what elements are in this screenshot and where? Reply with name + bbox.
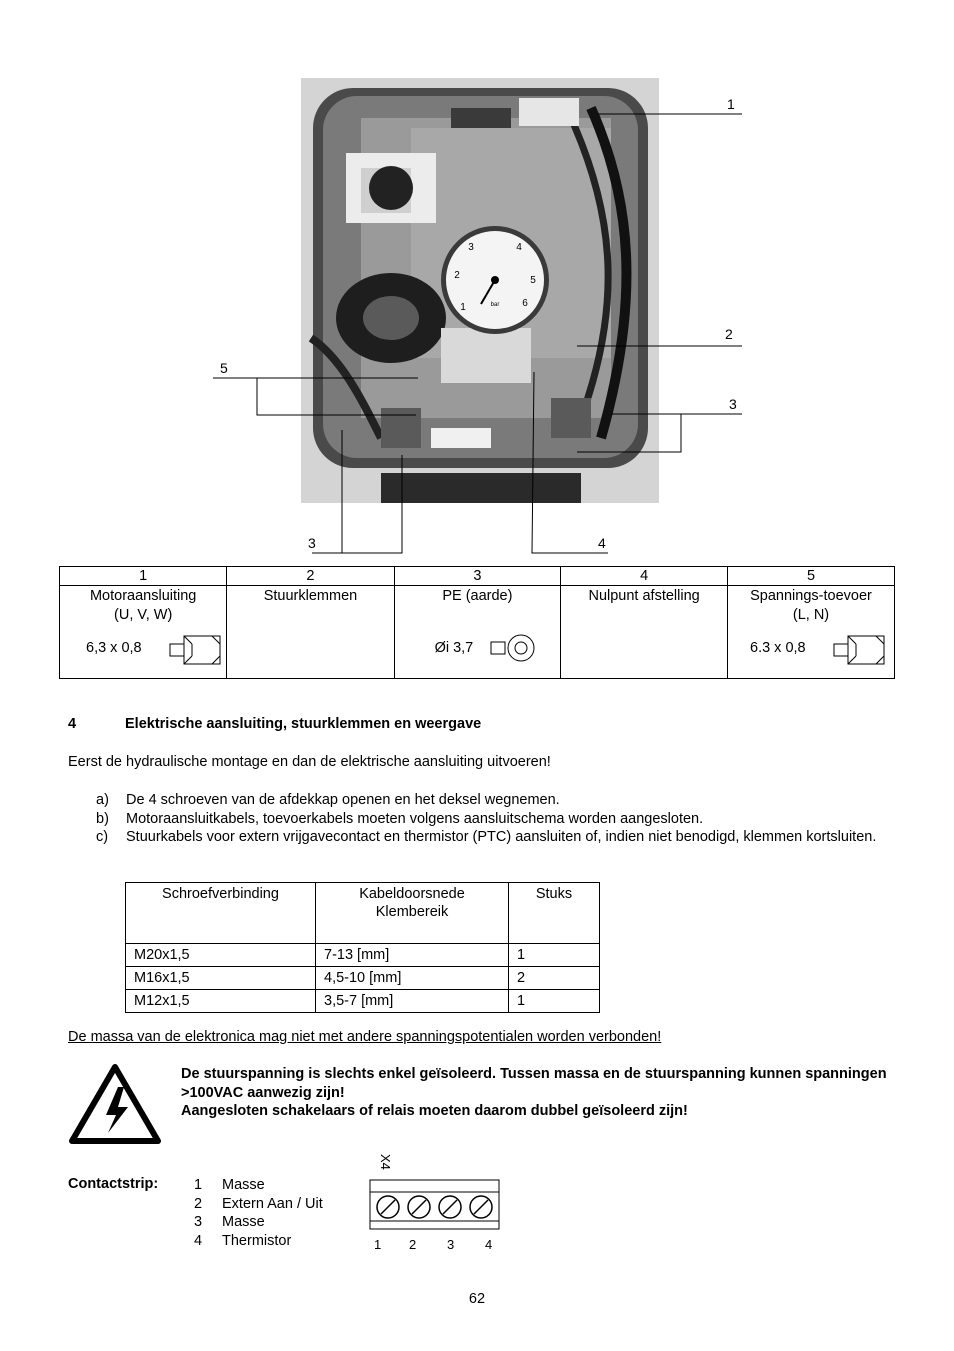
terminal-number: 2 bbox=[409, 1237, 417, 1252]
list-item bbox=[96, 828, 896, 847]
gauge-tick-1: 1 bbox=[460, 302, 466, 313]
table-cell: 2 bbox=[509, 967, 600, 990]
list-item bbox=[96, 810, 896, 829]
flat-connector-icon bbox=[168, 634, 224, 668]
callout-3-right: 3 bbox=[729, 396, 737, 412]
legend-cell-line: Stuurklemmen bbox=[263, 588, 358, 604]
list-item bbox=[194, 1232, 323, 1251]
terminal-label: X4 bbox=[378, 1154, 393, 1170]
contact-label: Thermistor bbox=[222, 1232, 292, 1249]
list-item-text: Motoraansluitkabels, toevoerkabels moeten volgens aansluitschema worden aangesloten. bbox=[126, 810, 704, 827]
legend-cell-line: Nulpunt afstelling bbox=[588, 588, 700, 604]
callout-1: 1 bbox=[727, 96, 735, 112]
legend-header: 3 bbox=[394, 567, 561, 586]
steps-list bbox=[96, 791, 896, 847]
table-cell: 4,5-10 [mm] bbox=[316, 967, 509, 990]
terminal-block bbox=[369, 1179, 501, 1231]
section-number: 4 bbox=[68, 716, 77, 732]
gauge-tick-5: 5 bbox=[530, 275, 536, 286]
table-row bbox=[126, 967, 600, 990]
table-cell: M16x1,5 bbox=[126, 967, 316, 990]
warning-line: De stuurspanning is slechts enkel geïsoleerd. Tussen massa en de stuurspanning kunnen spanningen >100VAC aanwezig zijn! bbox=[181, 1066, 887, 1101]
warning-text bbox=[181, 1065, 901, 1121]
legend-header: 1 bbox=[60, 567, 227, 586]
mass-note: De massa van de elektronica mag niet met andere spanningspotentialen worden verbonden! bbox=[68, 1029, 662, 1045]
screw-table bbox=[125, 882, 600, 1013]
gauge-tick-3: 3 bbox=[468, 242, 474, 253]
legend-cell-line: Motoraansluiting bbox=[89, 588, 197, 604]
callout-5: 5 bbox=[220, 360, 228, 376]
legend-header: 2 bbox=[227, 567, 394, 586]
legend-size: Øi 3,7 bbox=[434, 640, 474, 656]
table-row bbox=[126, 990, 600, 1013]
contact-number: 4 bbox=[194, 1232, 203, 1249]
gauge-tick-4: 4 bbox=[516, 242, 522, 253]
legend-cell-supply bbox=[728, 586, 895, 679]
terminal-number: 1 bbox=[374, 1237, 382, 1252]
list-item bbox=[194, 1176, 323, 1195]
legend-size: 6,3 x 0,8 bbox=[86, 640, 142, 656]
warning-line: Aangesloten schakelaars of relais moeten daarom dubbel geïsoleerd zijn! bbox=[181, 1103, 688, 1119]
legend-cell-line: PE (aarde) bbox=[442, 588, 513, 604]
table-cell: 3,5-7 [mm] bbox=[316, 990, 509, 1013]
table-cell: 1 bbox=[509, 944, 600, 967]
list-item-text: De 4 schroeven van de afdekkap openen en het deksel wegnemen. bbox=[126, 792, 560, 808]
section-title: Elektrische aansluiting, stuurklemmen en weergave bbox=[125, 716, 482, 732]
gauge-tick-2: 2 bbox=[454, 270, 460, 281]
legend-cell-line: Spannings-toevoer bbox=[750, 588, 872, 604]
legend-cell-pe bbox=[394, 586, 561, 679]
legend-cell-line: (L, N) bbox=[792, 607, 830, 623]
legend-cell-motor bbox=[60, 586, 227, 679]
table-row bbox=[126, 944, 600, 967]
legend-header: 5 bbox=[728, 567, 895, 586]
contactstrip-list bbox=[194, 1176, 323, 1250]
callout-3-bottom: 3 bbox=[308, 535, 316, 551]
flat-connector-icon bbox=[832, 634, 888, 668]
callout-2: 2 bbox=[725, 326, 733, 342]
gauge-tick-6: 6 bbox=[522, 298, 528, 309]
legend-cell-zero bbox=[561, 586, 728, 679]
legend-cell-line: (U, V, W) bbox=[114, 607, 173, 623]
gauge-unit: bar bbox=[490, 302, 500, 308]
table-header: Kabeldoorsnede Klembereik bbox=[316, 883, 509, 944]
contact-number: 3 bbox=[194, 1214, 203, 1230]
table-cell: 7-13 [mm] bbox=[316, 944, 509, 967]
list-item bbox=[96, 791, 896, 810]
list-item-label: a) bbox=[96, 792, 109, 808]
list-item-text: Stuurkabels voor extern vrijgavecontact en thermistor (PTC) aansluiten of, indien niet benodigd, klemmen kortsluiten. bbox=[126, 829, 877, 845]
terminal-number: 4 bbox=[485, 1237, 493, 1252]
table-cell: 1 bbox=[509, 990, 600, 1013]
callout-4: 4 bbox=[598, 535, 606, 551]
contact-number: 1 bbox=[194, 1177, 203, 1193]
section-heading bbox=[68, 716, 481, 732]
contactstrip-title: Contactstrip: bbox=[68, 1176, 159, 1192]
legend-size: 6.3 x 0,8 bbox=[750, 640, 806, 656]
list-item bbox=[194, 1213, 323, 1232]
table-cell: M12x1,5 bbox=[126, 990, 316, 1013]
contact-label: Extern Aan / Uit bbox=[222, 1195, 323, 1212]
list-item bbox=[194, 1195, 323, 1214]
callout-lines bbox=[0, 0, 954, 600]
high-voltage-warning-icon bbox=[68, 1063, 162, 1145]
list-item-label: c) bbox=[96, 829, 109, 845]
intro-text: Eerst de hydraulische montage en dan de elektrische aansluiting uitvoeren! bbox=[68, 754, 551, 770]
terminal-number: 3 bbox=[447, 1237, 455, 1252]
contact-label: Masse bbox=[222, 1214, 265, 1230]
legend-header: 4 bbox=[561, 567, 728, 586]
table-header: Schroefverbinding bbox=[126, 883, 316, 944]
table-cell: M20x1,5 bbox=[126, 944, 316, 967]
page-number: 62 bbox=[468, 1291, 486, 1307]
ring-terminal-icon bbox=[489, 634, 537, 664]
table-header: Stuks bbox=[509, 883, 600, 944]
legend-cell-control bbox=[227, 586, 394, 679]
list-item-label: b) bbox=[96, 810, 109, 827]
contact-label: Masse bbox=[222, 1177, 265, 1193]
legend-table bbox=[59, 566, 895, 679]
contact-number: 2 bbox=[194, 1195, 203, 1212]
